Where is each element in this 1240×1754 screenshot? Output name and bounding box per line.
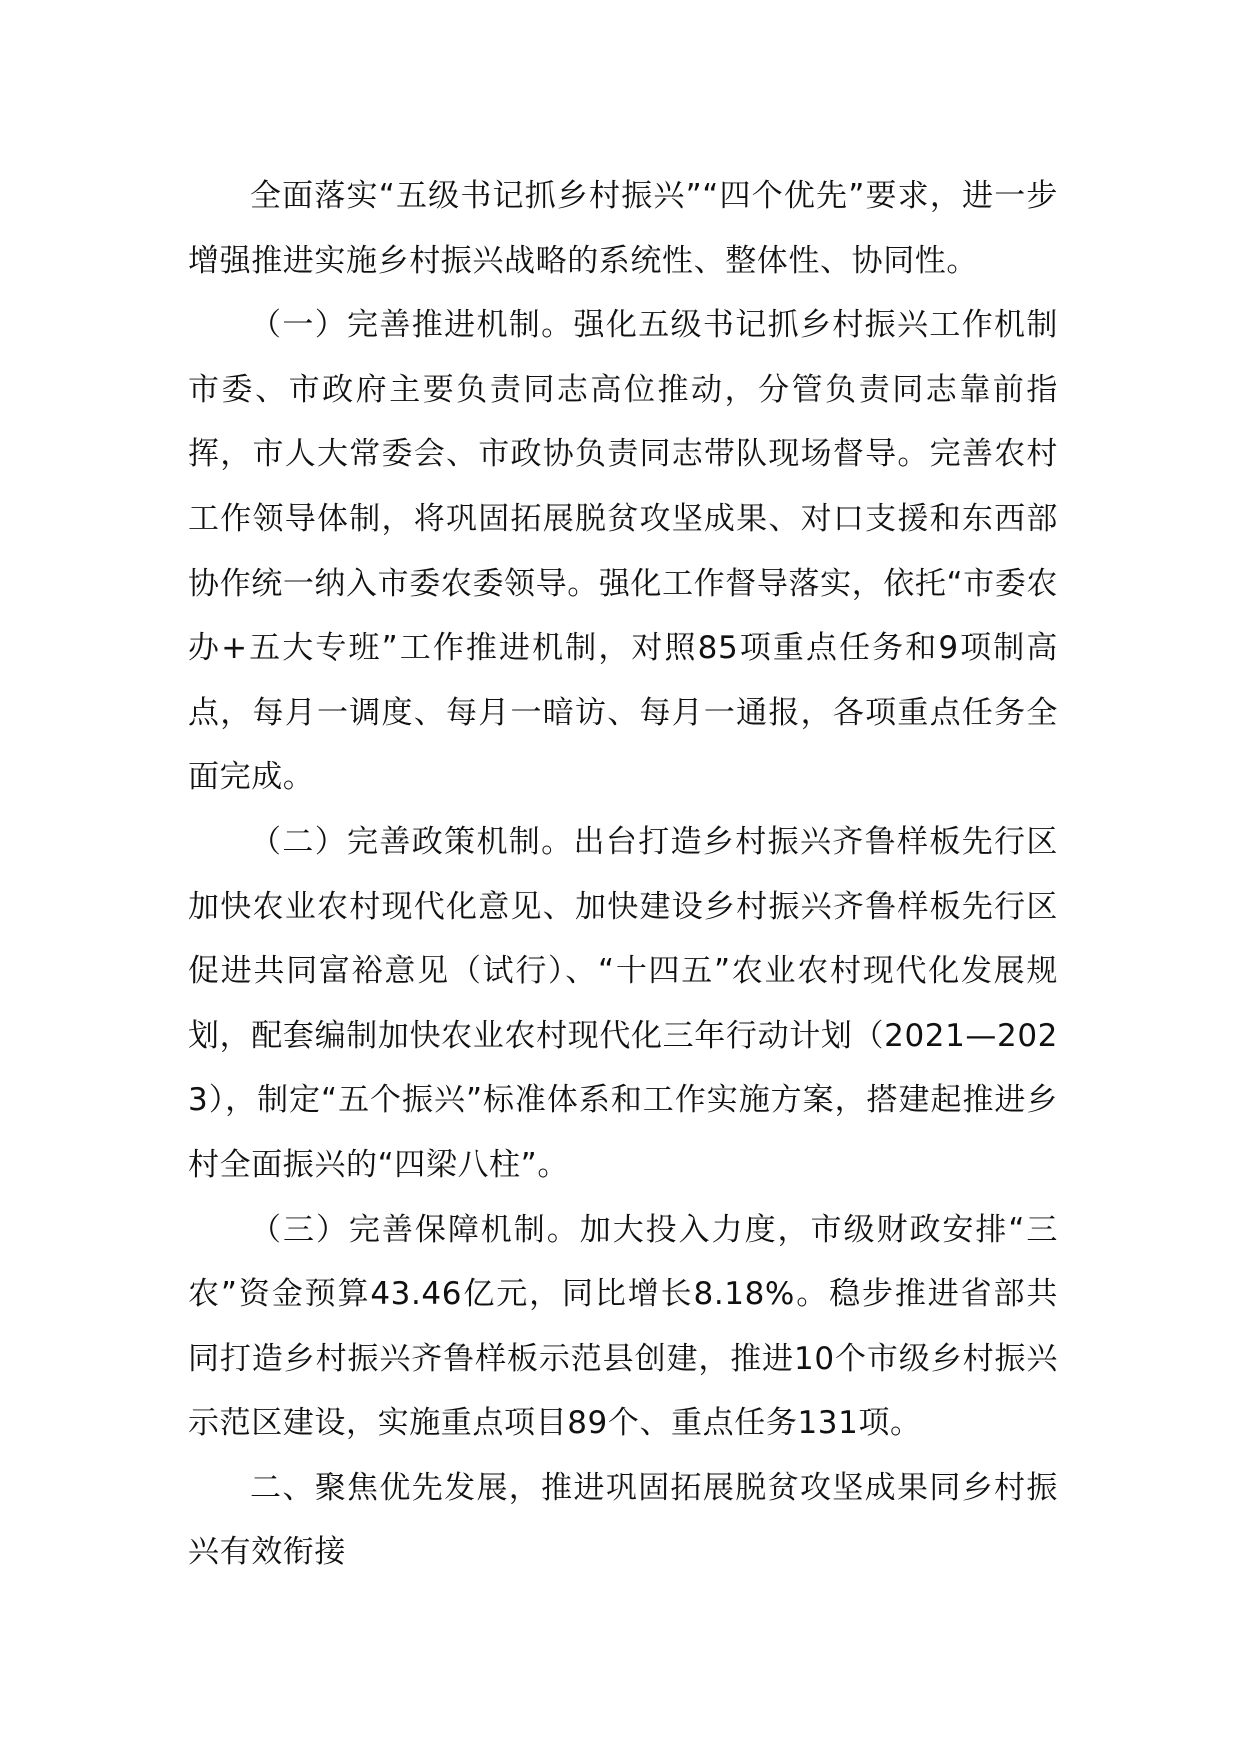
paragraph-intro: 全面落实“五级书记抓乡村振兴”“四个优先”要求，进一步增强推进实施乡村振兴战略的系统性、整体性、协同性。	[188, 178, 1058, 279]
paragraph-section-1: （一）完善推进机制。强化五级书记抓乡村振兴工作机制市委、市政府主要负责同志高位推动，分管负责同志靠前指挥，市人大常委会、市政协负责同志带队现场督导。完善农村工作领导体制，将巩固拓展脱贫攻坚成果、对口支援和东西部协作统一纳入市委农委领导。强化工作督导落实，依托“市委农办+五大专班”工作推进机制，对照85项重点任务和9项制高点，每月一调度、每月一暗访、每月一通报，各项重点任务全面完成。	[188, 307, 1058, 796]
document-body	[188, 164, 1058, 1585]
paragraph-section-3: （三）完善保障机制。加大投入力度，市级财政安排“三农”资金预算43.46亿元，同比增长8.18%。稳步推进省部共同打造乡村振兴齐鲁样板示范县创建，推进10个市级乡村振兴示范区建设，实施重点项目89个、重点任务131项。	[188, 1211, 1058, 1442]
paragraph-section-2: （二）完善政策机制。出台打造乡村振兴齐鲁样板先行区加快农业农村现代化意见、加快建设乡村振兴齐鲁样板先行区促进共同富裕意见（试行）、“十四五”农业农村现代化发展规划，配套编制加快农业农村现代化三年行动计划（2021—2023），制定“五个振兴”标准体系和工作实施方案，搭建起推进乡村全面振兴的“四梁八柱”。	[188, 823, 1058, 1183]
section-heading-2: 二、聚焦优先发展，推进巩固拓展脱贫攻坚成果同乡村振兴有效衔接	[188, 1469, 1058, 1571]
